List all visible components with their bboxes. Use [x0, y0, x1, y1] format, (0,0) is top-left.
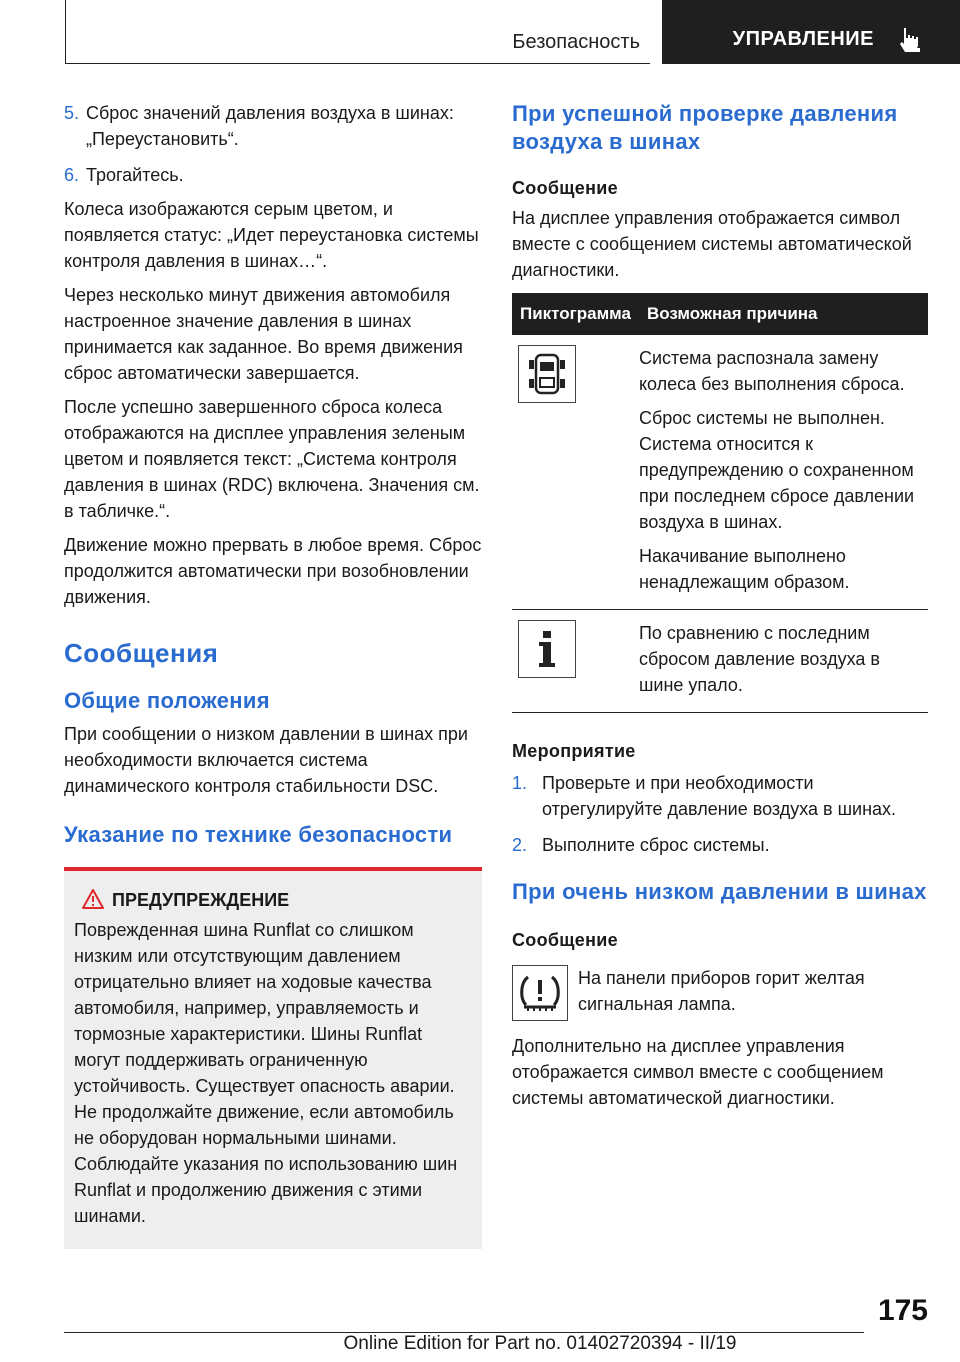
- step-text: Сброс значений давления воздуха в шинах: „Переустановить“.: [86, 103, 454, 149]
- left-column: [64, 100, 482, 1249]
- table-header-cell: Пиктограмма: [512, 293, 639, 335]
- minor-heading: Мероприятие: [512, 741, 636, 761]
- table-cell-text: [639, 610, 928, 713]
- page-number: 175: [877, 1294, 928, 1327]
- step-text: Выполните сброс системы.: [542, 835, 770, 855]
- info-icon: [518, 620, 576, 678]
- warning-text: Поврежденная шина Runflat со слишком низким или отсутствующим давлением отрицательно влияет на ходовые качества автомобиля, например, управляемость и тормозные характеристики. Шины Runflat могут поддерживать ограниченную устойчивость. Существует опасность аварии. Не продолжайте движение, если автомобиль не оборудован нормальными шинами. Соблюдайте указания по использованию шин Runflat и продолжению движения с этими шинами.: [74, 920, 458, 1226]
- tire-pressure-warning-icon: [512, 965, 568, 1021]
- table-cell-text: [639, 335, 928, 610]
- minor-heading: Сообщение: [512, 930, 618, 950]
- subsection-heading: При очень низком давлении в шинах: [512, 879, 927, 904]
- header-rule-bottom: [65, 63, 650, 64]
- paragraph: После успешно завершенного сброса колеса отображаются на дисплее управления зеленым цветом и появляется текст: „Система контроля давления в шинах (RDC) включена. Значения см. в табличке.“.: [64, 397, 480, 521]
- cause-text: Сброс системы не выполнен. Система относится к предупреждению о сохраненном при последнем сбросе давлении воздуха в шинах.: [638, 408, 915, 532]
- step-number: 5.: [64, 103, 80, 123]
- table-cell-icon: [512, 335, 639, 610]
- subsection-heading: Указание по технике безопасности: [64, 822, 453, 847]
- minor-heading: Сообщение: [512, 178, 618, 198]
- step-text: Проверьте и при необходимости отрегулируйте давление воздуха в шинах.: [542, 773, 897, 819]
- section-heading: Сообщения: [64, 638, 219, 668]
- car-tire-status-icon: [518, 345, 576, 403]
- warning-triangle-icon: [82, 889, 104, 909]
- paragraph: Колеса изображаются серым цветом, и появляется статус: „Идет переустановка системы контроля давления в шинах…“.: [64, 199, 479, 271]
- hand-pointer-icon: [896, 26, 922, 54]
- right-column: [512, 100, 928, 1111]
- lamp-text: На панели приборов горит желтая сигнальная лампа.: [578, 968, 865, 1014]
- footer-edition: Online Edition for Part no. 01402720394 - II/19: [343, 1333, 737, 1354]
- paragraph: Через несколько минут движения автомобиля настроенное значение давления в шинах принимается как заданное. Во время движения сброс автоматически завершается.: [64, 285, 463, 383]
- list-item: [512, 770, 928, 822]
- subsection-heading: Общие положения: [64, 688, 270, 713]
- table-header-cell: Возможная причина: [639, 293, 928, 335]
- warning-title: [74, 887, 472, 913]
- step-number: 2.: [512, 835, 528, 855]
- cause-text: Накачивание выполнено ненадлежащим образом.: [638, 546, 850, 592]
- list-item: [64, 162, 482, 188]
- warning-box: [64, 867, 482, 1249]
- list-item: [512, 832, 928, 858]
- paragraph: При сообщении о низком давлении в шинах при необходимости включается система динамического контроля стабильности DSC.: [64, 724, 468, 796]
- table-header-row: [512, 293, 928, 335]
- paragraph: На дисплее управления отображается символ вместе с сообщением системы автоматической диагностики.: [512, 208, 912, 280]
- paragraph: Движение можно прервать в любое время. Сброс продолжится автоматически при возобновлении движения.: [64, 535, 482, 607]
- cause-text: Система распознала замену колеса без выполнения сброса.: [638, 348, 905, 394]
- subsection-heading: При успешной проверке давления воздуха в шинах: [512, 101, 898, 154]
- warning-lamp-row: [512, 965, 928, 1025]
- step-text: Трогайтесь.: [86, 165, 184, 185]
- paragraph: Дополнительно на дисплее управления отображается символ вместе с сообщением системы автоматической диагностики.: [512, 1036, 884, 1108]
- table-cell-icon: [512, 610, 639, 713]
- table-row: [512, 335, 928, 610]
- warning-title-text: ПРЕДУПРЕЖДЕНИЕ: [112, 890, 290, 910]
- table-row: [512, 610, 928, 713]
- header-chapter-label: УПРАВЛЕНИЕ: [732, 28, 874, 50]
- step-number: 6.: [64, 165, 80, 185]
- header-section-title: Безопасность: [512, 31, 640, 53]
- pictogram-table: [512, 293, 928, 713]
- header-chapter-tab[interactable]: [662, 0, 960, 64]
- list-item: [64, 100, 482, 152]
- step-number: 1.: [512, 773, 528, 793]
- cause-text: По сравнению с последним сбросом давление воздуха в шине упало.: [638, 623, 880, 695]
